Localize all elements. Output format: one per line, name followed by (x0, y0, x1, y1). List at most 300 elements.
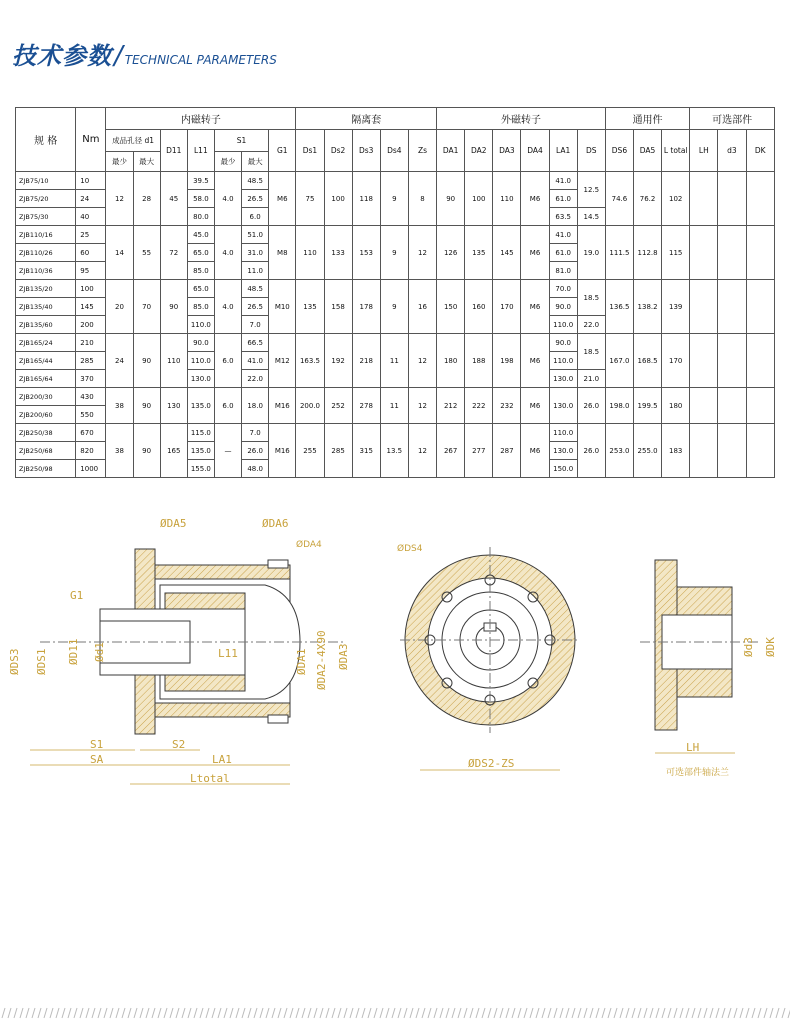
label-ds2zs: ØDS2-ZS (468, 757, 515, 770)
cell-nm: 95 (76, 262, 106, 280)
table-row (16, 172, 775, 190)
strip-tick (470, 1008, 473, 1018)
cell-l11: 80.0 (187, 208, 214, 226)
cell-d3 (718, 280, 746, 334)
strip-tick (236, 1008, 239, 1018)
cell-d3 (718, 388, 746, 424)
cell-model: ZJB200/30 (16, 388, 76, 406)
cell-s1-max: 7.0 (242, 424, 269, 442)
cell-la1: 110.0 (549, 424, 577, 442)
strip-tick (572, 1008, 575, 1018)
cell-s1-max: 6.0 (242, 208, 269, 226)
cell-da1: 212 (437, 388, 465, 424)
cell-nm: 25 (76, 226, 106, 244)
cell-ds6: 136.5 (605, 280, 633, 334)
strip-tick (410, 1008, 413, 1018)
label-ltotal: Ltotal (190, 772, 230, 785)
label-da6: ØDA6 (262, 517, 289, 530)
cell-d3 (718, 226, 746, 280)
cell-nm: 145 (76, 298, 106, 316)
cell-ltotal: 183 (662, 424, 690, 478)
col-dk: DK (746, 130, 774, 172)
cell-ds: 18.5 (577, 334, 605, 370)
cell-s1-max: 26.5 (242, 190, 269, 208)
strip-tick (146, 1008, 149, 1018)
cell-l11: 65.0 (187, 280, 214, 298)
cell-ds4: 13.5 (380, 424, 408, 478)
strip-tick (626, 1008, 629, 1018)
strip-tick (452, 1008, 455, 1018)
strip-tick (176, 1008, 179, 1018)
spec-table (15, 107, 775, 478)
cell-da4: M6 (521, 172, 549, 226)
strip-tick (368, 1008, 371, 1018)
group-optional: 可选部件 (690, 108, 775, 130)
cell-da5: 199.5 (634, 388, 662, 424)
strip-tick (104, 1008, 107, 1018)
label-da2: ØDA2-4X90 (315, 630, 328, 690)
cell-ds4: 9 (380, 280, 408, 334)
cell-la1: 41.0 (549, 226, 577, 244)
label-s1: S1 (90, 738, 104, 751)
cell-g1: M12 (269, 334, 296, 388)
cell-da4: M6 (521, 280, 549, 334)
col-ltotal: L total (662, 130, 690, 172)
label-ds1: ØDS1 (35, 648, 48, 675)
cell-ltotal: 139 (662, 280, 690, 334)
cell-model: ZJB110/36 (16, 262, 76, 280)
cell-nm: 285 (76, 352, 106, 370)
cell-nm: 40 (76, 208, 106, 226)
strip-tick (638, 1008, 641, 1018)
strip-tick (26, 1008, 29, 1018)
col-s1-min: 最少 (214, 152, 241, 172)
strip-tick (86, 1008, 89, 1018)
cell-model: ZJB250/38 (16, 424, 76, 442)
cell-bore-max: 70 (133, 280, 160, 334)
cell-l11: 110.0 (187, 316, 214, 334)
strip-tick (494, 1008, 497, 1018)
cell-dk (746, 172, 774, 226)
cell-model: ZJB165/24 (16, 334, 76, 352)
cell-la1: 90.0 (549, 298, 577, 316)
cell-lh (690, 280, 718, 334)
label-lh: LH (686, 741, 700, 754)
col-ds6: DS6 (605, 130, 633, 172)
col-ds: DS (577, 130, 605, 172)
strip-tick (152, 1008, 155, 1018)
strip-tick (674, 1008, 677, 1018)
cell-ds6: 198.0 (605, 388, 633, 424)
cell-model: ZJB250/68 (16, 442, 76, 460)
cell-da2: 100 (465, 172, 493, 226)
strip-tick (206, 1008, 209, 1018)
cell-la1: 130.0 (549, 388, 577, 424)
table-row (16, 388, 775, 406)
strip-tick (542, 1008, 545, 1018)
strip-tick (458, 1008, 461, 1018)
cell-ltotal: 170 (662, 334, 690, 388)
cell-da3: 170 (493, 280, 521, 334)
cell-l11: 110.0 (187, 352, 214, 370)
col-bore: 成品孔径 d1 (106, 130, 160, 152)
strip-tick (278, 1008, 281, 1018)
cell-ds: 19.0 (577, 226, 605, 280)
cell-ds3: 218 (352, 334, 380, 388)
cell-nm: 60 (76, 244, 106, 262)
strip-tick (488, 1008, 491, 1018)
strip-tick (8, 1008, 11, 1018)
col-bore-max: 最大 (133, 152, 160, 172)
strip-tick (254, 1008, 257, 1018)
strip-tick (524, 1008, 527, 1018)
group-inner-rotor: 内磁转子 (106, 108, 296, 130)
cell-ds1: 200.0 (296, 388, 324, 424)
cell-l11: 85.0 (187, 262, 214, 280)
cell-nm: 10 (76, 172, 106, 190)
side-section-view (40, 549, 345, 734)
strip-tick (752, 1008, 755, 1018)
cell-d11: 45 (160, 172, 187, 226)
cell-ds6: 111.5 (605, 226, 633, 280)
strip-tick (680, 1008, 683, 1018)
cell-da2: 188 (465, 334, 493, 388)
cell-ds1: 75 (296, 172, 324, 226)
col-ds1: Ds1 (296, 130, 324, 172)
cell-ds: 12.5 (577, 172, 605, 208)
cell-s1-max: 26.0 (242, 442, 269, 460)
strip-tick (758, 1008, 761, 1018)
section-header (12, 36, 277, 71)
cell-nm: 430 (76, 388, 106, 406)
cell-nm: 550 (76, 406, 106, 424)
cell-ds6: 167.0 (605, 334, 633, 388)
strip-tick (722, 1008, 725, 1018)
cell-l11: 130.0 (187, 370, 214, 388)
cell-dk (746, 334, 774, 388)
flange-caption: 可选部件轴法兰 (666, 768, 730, 778)
cell-da3: 287 (493, 424, 521, 478)
cell-da4: M6 (521, 388, 549, 424)
strip-tick (20, 1008, 23, 1018)
strip-tick (608, 1008, 611, 1018)
strip-tick (770, 1008, 773, 1018)
strip-tick (380, 1008, 383, 1018)
cell-la1: 63.5 (549, 208, 577, 226)
cell-l11: 85.0 (187, 298, 214, 316)
cell-la1: 70.0 (549, 280, 577, 298)
cell-ds: 26.0 (577, 388, 605, 424)
col-da2: DA2 (465, 130, 493, 172)
strip-tick (602, 1008, 605, 1018)
cell-ds1: 163.5 (296, 334, 324, 388)
strip-tick (224, 1008, 227, 1018)
strip-tick (386, 1008, 389, 1018)
strip-tick (464, 1008, 467, 1018)
cell-s1-max: 48.5 (242, 280, 269, 298)
strip-tick (566, 1008, 569, 1018)
cell-da4: M6 (521, 226, 549, 280)
col-da5: DA5 (634, 130, 662, 172)
strip-tick (416, 1008, 419, 1018)
cell-ds4: 9 (380, 172, 408, 226)
cell-g1: M6 (269, 172, 296, 226)
strip-tick (446, 1008, 449, 1018)
cell-da3: 198 (493, 334, 521, 388)
strip-tick (374, 1008, 377, 1018)
strip-tick (578, 1008, 581, 1018)
bottom-decor-strip (0, 1006, 790, 1020)
cell-s1-max: 66.5 (242, 334, 269, 352)
strip-tick (266, 1008, 269, 1018)
strip-tick (434, 1008, 437, 1018)
cell-lh (690, 226, 718, 280)
cell-dk (746, 280, 774, 334)
strip-tick (158, 1008, 161, 1018)
cell-g1: M16 (269, 424, 296, 478)
strip-tick (218, 1008, 221, 1018)
cell-la1: 130.0 (549, 370, 577, 388)
cell-l11: 45.0 (187, 226, 214, 244)
strip-tick (242, 1008, 245, 1018)
strip-tick (590, 1008, 593, 1018)
strip-tick (320, 1008, 323, 1018)
strip-tick (620, 1008, 623, 1018)
label-da1: ØDA1 (295, 648, 308, 675)
cell-da2: 160 (465, 280, 493, 334)
strip-tick (644, 1008, 647, 1018)
strip-tick (182, 1008, 185, 1018)
cell-ds: 26.0 (577, 424, 605, 478)
cell-ds4: 9 (380, 226, 408, 280)
strip-tick (290, 1008, 293, 1018)
strip-tick (476, 1008, 479, 1018)
group-common: 通用件 (605, 108, 689, 130)
cell-s1-max: 48.0 (242, 460, 269, 478)
cell-ds2: 252 (324, 388, 352, 424)
cell-la1: 130.0 (549, 442, 577, 460)
cell-da2: 135 (465, 226, 493, 280)
cell-nm: 200 (76, 316, 106, 334)
cell-l11: 115.0 (187, 424, 214, 442)
label-dk: ØDK (764, 637, 777, 657)
cell-model: ZJB75/10 (16, 172, 76, 190)
technical-drawings (0, 505, 790, 795)
cell-ds: 21.0 (577, 370, 605, 388)
strip-tick (350, 1008, 353, 1018)
cell-ds3: 118 (352, 172, 380, 226)
cell-da1: 267 (437, 424, 465, 478)
strip-tick (212, 1008, 215, 1018)
strip-tick (782, 1008, 785, 1018)
strip-tick (482, 1008, 485, 1018)
col-d3: d3 (718, 130, 746, 172)
cell-zs: 8 (408, 172, 436, 226)
label-da4: ØDA4 (296, 540, 322, 550)
strip-tick (548, 1008, 551, 1018)
cell-l11: 135.0 (187, 442, 214, 460)
col-model: 规 格 (16, 108, 76, 172)
label-ds4: ØDS4 (397, 544, 423, 554)
cell-bore-max: 90 (133, 334, 160, 388)
cell-d11: 110 (160, 334, 187, 388)
strip-tick (554, 1008, 557, 1018)
cell-s1-max: 18.0 (242, 388, 269, 424)
title-slash: / (114, 41, 123, 71)
strip-tick (506, 1008, 509, 1018)
cell-lh (690, 424, 718, 478)
cell-l11: 155.0 (187, 460, 214, 478)
cell-la1: 61.0 (549, 190, 577, 208)
cell-bore-min: 12 (106, 172, 133, 226)
cell-ds4: 11 (380, 388, 408, 424)
col-g1: G1 (269, 130, 296, 172)
cell-model: ZJB75/20 (16, 190, 76, 208)
cell-nm: 210 (76, 334, 106, 352)
cell-da4: M6 (521, 334, 549, 388)
strip-tick (194, 1008, 197, 1018)
strip-tick (728, 1008, 731, 1018)
cell-model: ZJB200/60 (16, 406, 76, 424)
strip-tick (122, 1008, 125, 1018)
strip-tick (740, 1008, 743, 1018)
label-g1: G1 (70, 589, 84, 602)
cell-d11: 130 (160, 388, 187, 424)
cell-model: ZJB165/64 (16, 370, 76, 388)
cell-ds2: 100 (324, 172, 352, 226)
cell-bore-max: 28 (133, 172, 160, 226)
strip-tick (170, 1008, 173, 1018)
cell-nm: 24 (76, 190, 106, 208)
cell-ds2: 285 (324, 424, 352, 478)
strip-tick (134, 1008, 137, 1018)
cell-l11: 58.0 (187, 190, 214, 208)
strip-tick (344, 1008, 347, 1018)
col-ds4: Ds4 (380, 130, 408, 172)
cell-model: ZJB135/40 (16, 298, 76, 316)
cell-ds1: 255 (296, 424, 324, 478)
cell-da2: 277 (465, 424, 493, 478)
strip-tick (164, 1008, 167, 1018)
strip-tick (38, 1008, 41, 1018)
group-sleeve: 隔离套 (296, 108, 437, 130)
label-s2: S2 (172, 738, 186, 751)
spec-table-body (16, 172, 775, 478)
cell-s1-min: 6.0 (214, 388, 241, 424)
cell-g1: M8 (269, 226, 296, 280)
strip-tick (686, 1008, 689, 1018)
strip-tick (422, 1008, 425, 1018)
cell-nm: 670 (76, 424, 106, 442)
strip-tick (188, 1008, 191, 1018)
strip-tick (746, 1008, 749, 1018)
cell-s1-min: 4.0 (214, 280, 241, 334)
cell-da5: 255.0 (634, 424, 662, 478)
cell-nm: 100 (76, 280, 106, 298)
label-ds3: ØDS3 (8, 648, 21, 675)
col-nm: Nm (76, 108, 106, 172)
cell-ds: 18.5 (577, 280, 605, 316)
cell-la1: 110.0 (549, 316, 577, 334)
col-da3: DA3 (493, 130, 521, 172)
label-da3: ØDA3 (337, 643, 350, 670)
cell-ds3: 153 (352, 226, 380, 280)
col-l11: L11 (187, 130, 214, 172)
cell-s1-min: 4.0 (214, 172, 241, 226)
strip-tick (584, 1008, 587, 1018)
label-l11: L11 (218, 647, 238, 660)
strip-tick (560, 1008, 563, 1018)
strip-tick (98, 1008, 101, 1018)
cell-s1-max: 22.0 (242, 370, 269, 388)
cell-model: ZJB250/98 (16, 460, 76, 478)
strip-tick (428, 1008, 431, 1018)
cell-model: ZJB75/30 (16, 208, 76, 226)
cell-ds1: 135 (296, 280, 324, 334)
strip-tick (704, 1008, 707, 1018)
cell-model: ZJB165/44 (16, 352, 76, 370)
cell-bore-min: 38 (106, 424, 133, 478)
cell-la1: 150.0 (549, 460, 577, 478)
strip-tick (596, 1008, 599, 1018)
strip-tick (716, 1008, 719, 1018)
cell-lh (690, 172, 718, 226)
strip-tick (650, 1008, 653, 1018)
strip-tick (296, 1008, 299, 1018)
cell-da1: 126 (437, 226, 465, 280)
cell-zs: 12 (408, 334, 436, 388)
label-d1: Ød1 (93, 642, 106, 662)
strip-tick (668, 1008, 671, 1018)
section-title-cn: 技术参数 (12, 42, 112, 70)
strip-tick (308, 1008, 311, 1018)
strip-tick (2, 1008, 5, 1018)
front-view (400, 547, 580, 733)
cell-zs: 12 (408, 226, 436, 280)
table-row (16, 334, 775, 352)
cell-zs: 12 (408, 424, 436, 478)
strip-tick (32, 1008, 35, 1018)
cell-d3 (718, 172, 746, 226)
cell-nm: 1000 (76, 460, 106, 478)
cell-da1: 150 (437, 280, 465, 334)
strip-tick (536, 1008, 539, 1018)
cell-da1: 180 (437, 334, 465, 388)
cell-model: ZJB135/20 (16, 280, 76, 298)
strip-tick (62, 1008, 65, 1018)
table-row (16, 280, 775, 298)
cell-s1-max: 7.0 (242, 316, 269, 334)
cell-zs: 16 (408, 280, 436, 334)
cell-d11: 90 (160, 280, 187, 334)
label-da5: ØDA5 (160, 517, 187, 530)
cell-la1: 41.0 (549, 172, 577, 190)
strip-tick (284, 1008, 287, 1018)
cell-bore-min: 38 (106, 388, 133, 424)
cell-s1-min: 6.0 (214, 334, 241, 388)
strip-tick (656, 1008, 659, 1018)
cell-lh (690, 388, 718, 424)
cell-da5: 138.2 (634, 280, 662, 334)
strip-tick (632, 1008, 635, 1018)
strip-tick (128, 1008, 131, 1018)
strip-tick (200, 1008, 203, 1018)
cell-l11: 135.0 (187, 388, 214, 424)
cell-ds6: 74.6 (605, 172, 633, 226)
cell-ds2: 133 (324, 226, 352, 280)
strip-tick (662, 1008, 665, 1018)
cell-bore-min: 20 (106, 280, 133, 334)
